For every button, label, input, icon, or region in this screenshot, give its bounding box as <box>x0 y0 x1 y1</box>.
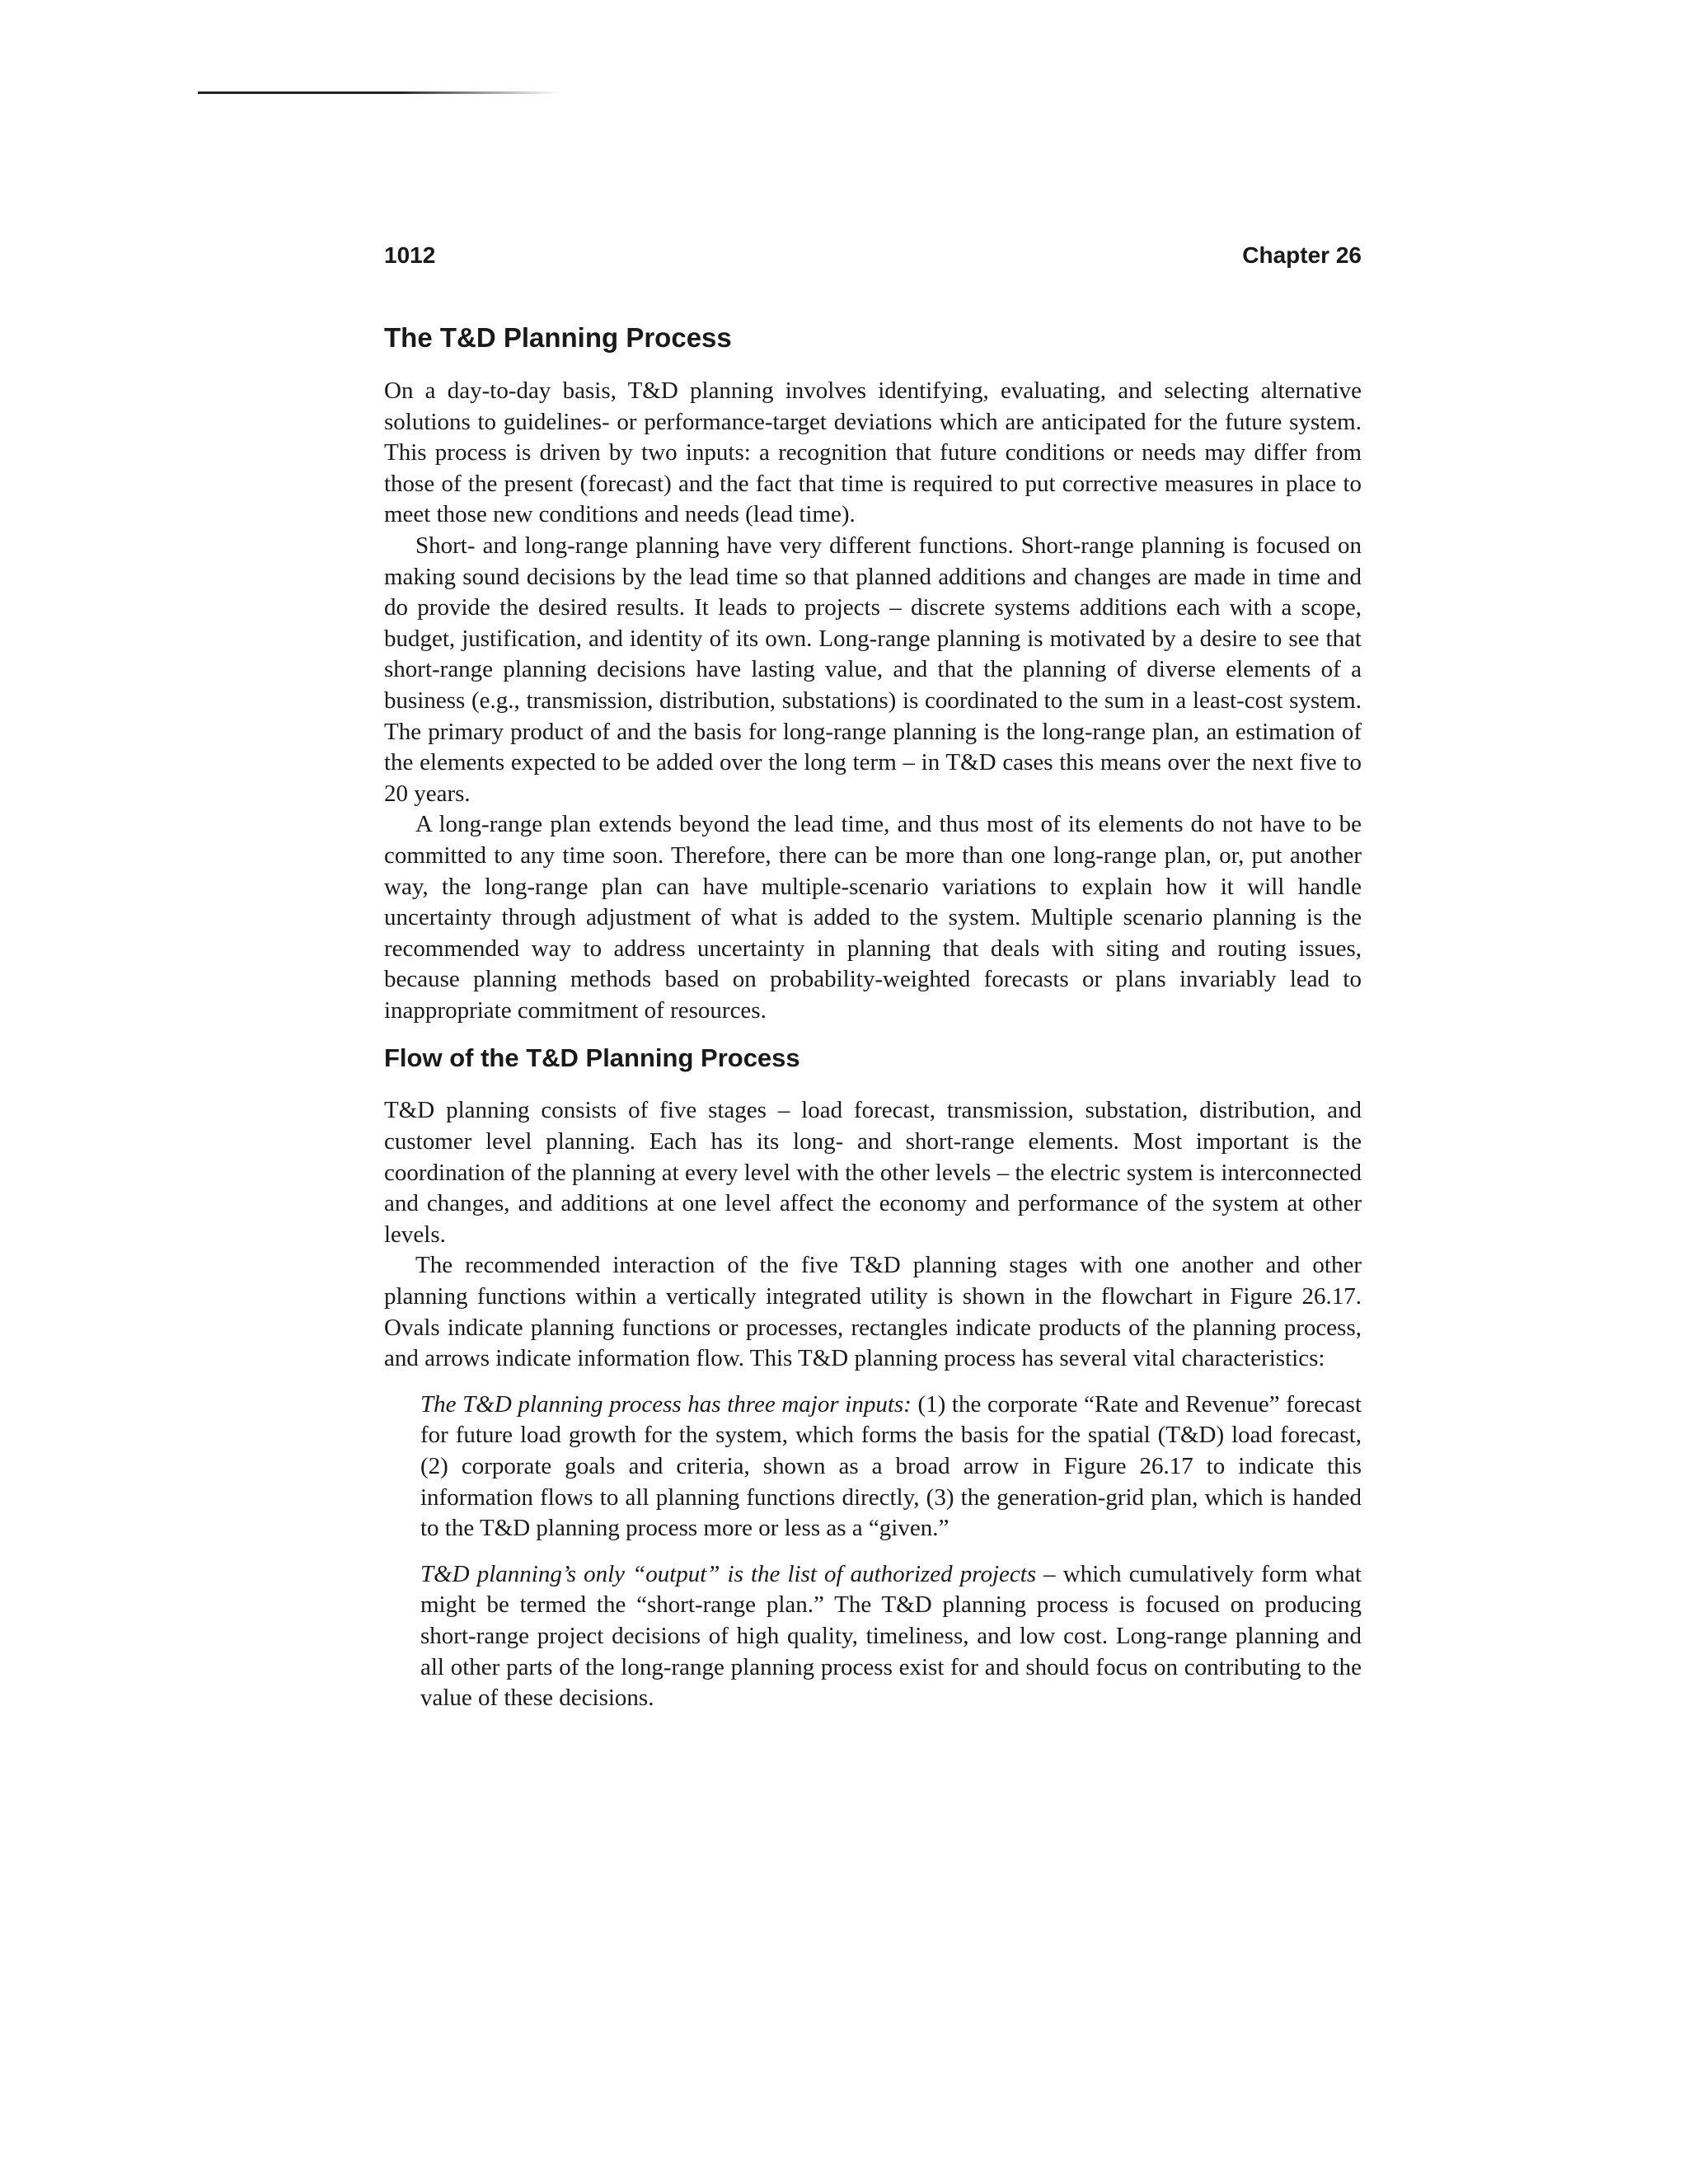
body-paragraph: A long-range plan extends beyond the lead time, and thus most of its elements do not have to be committed to any time soon. Therefore, there can be more than one long-range plan, or, put another way, the long-range plan can have multiple-scenario variations to explain how it will handle uncertainty through adjustment of what is added to the system. Multiple scenario planning is the recommended way to address uncertainty in planning that deals with siting and routing issues, because planning methods based on probability-weighted forecasts or plans invariably lead to inappropriate commitment of resources. <box>384 811 1362 1024</box>
characteristic-lead: T&D planning’s only “output” is the list of authorized projects <box>420 1560 1037 1587</box>
section-title: The T&D Planning Process <box>384 322 732 353</box>
characteristic-item <box>420 1559 1362 1714</box>
body-paragraph: T&D planning consists of five stages – load forecast, transmission, substation, distribution, and customer level planning. Each has its long- and short-range elements. Most important is the coordination of the planning at every level with the other levels – the electric system is interconnected and changes, and additions at one level affect the economy and performance of the system at other levels. <box>384 1097 1362 1248</box>
body-paragraph: On a day-to-day basis, T&D planning involves identifying, evaluating, and selecting alternative solutions to guidelines- or performance-target deviations which are anticipated for the future system. This process is driven by two inputs: a recognition that future conditions or needs may differ from those of the present (forecast) and the fact that time is required to put corrective measures in place to meet those new conditions and needs (lead time). <box>384 377 1362 528</box>
characteristic-lead: The T&D planning process has three major inputs: <box>420 1390 912 1418</box>
running-header <box>384 239 1362 272</box>
characteristic-item <box>420 1390 1362 1544</box>
scan-edge-rule <box>198 91 560 94</box>
book-page <box>384 239 1362 1714</box>
body-paragraph: Short- and long-range planning have very different functions. Short-range planning is focused on making sound decisions by the lead time so that planned additions and changes are made in time and do provide the desired results. It leads to projects – discrete systems additions each with a scope, budget, justification, and identity of its own. Long-range planning is motivated by a desire to see that short-range planning decisions have lasting value, and that the planning of diverse elements of a business (e.g., transmission, distribution, substations) is coordinated to the sum in a least-cost system. The primary product of and the basis for long-range planning is the long-range plan, an estimation of the elements expected to be added over the long term – in T&D cases this means over the next five to 20 years. <box>384 532 1362 807</box>
chapter-label: Chapter 26 <box>1242 242 1362 268</box>
characteristic-text: (1) the corporate “Rate and Revenue” forecast for future load growth for the system, which forms the basis for the spatial (T&D) load forecast, (2) corporate goals and criteria, shown as a broad arrow in Figure 26.17 to indicate this information flows to all planning functions directly, (3) the generation-grid plan, which is handed to the T&D planning process more or less as a “given.” <box>420 1390 1362 1542</box>
page-number: 1012 <box>384 242 436 268</box>
characteristic-text: – which cumulatively form what might be termed the “short-range plan.” The T&D planning process is focused on producing short-range project decisions of high quality, timeliness, and low cost. Long-range planning and all other parts of the long-range planning process exist for and should focus on contributing to the value of these decisions. <box>420 1560 1362 1712</box>
body-paragraph: The recommended interaction of the five T&D planning stages with one another and other planning functions within a vertically integrated utility is shown in the flowchart in Figure 26.17. Ovals indicate planning functions or processes, rectangles indicate products of the planning process, and arrows indicate information flow. This T&D planning process has several vital characteristics: <box>384 1252 1362 1372</box>
subsection-title: Flow of the T&D Planning Process <box>384 1043 800 1073</box>
